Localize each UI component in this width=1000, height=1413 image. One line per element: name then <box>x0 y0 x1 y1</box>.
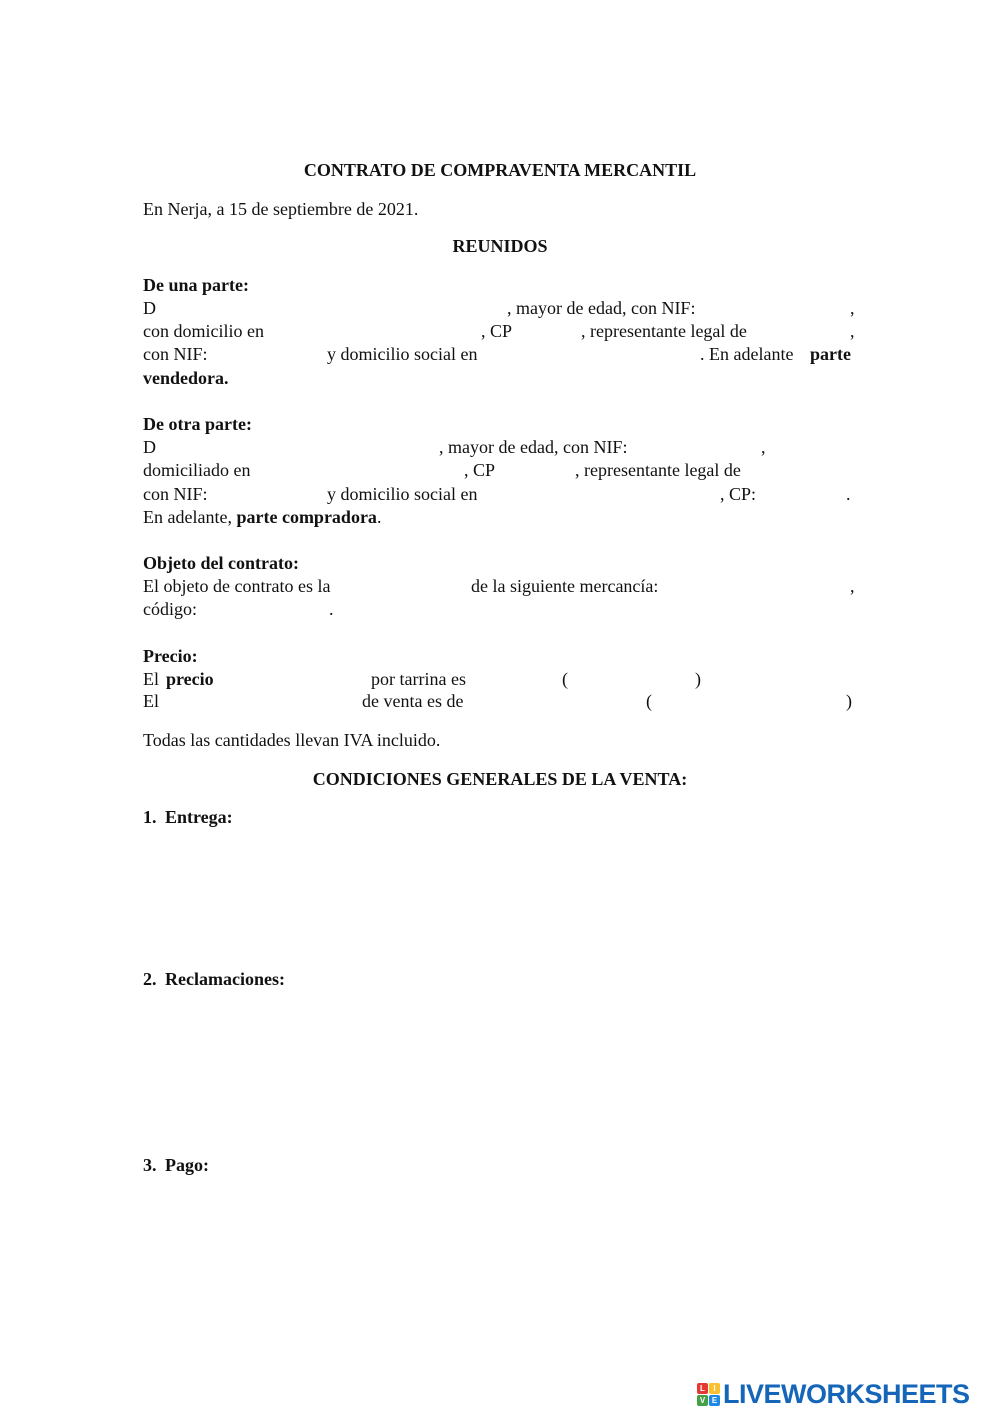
condition-number: 2. <box>143 969 157 989</box>
seller-text: con domicilio en <box>143 321 264 341</box>
object-text: de la siguiente mercancía: <box>471 576 659 596</box>
price-text: ) <box>695 669 701 689</box>
object-text: . <box>329 599 334 619</box>
object-text: código: <box>143 599 197 619</box>
conditions-heading: CONDICIONES GENERALES DE LA VENTA: <box>312 769 688 789</box>
condition-label: Reclamaciones: <box>165 969 285 989</box>
seller-text: con NIF: <box>143 344 208 364</box>
price-text: ( <box>562 669 568 689</box>
buyer-role: parte compradora <box>236 507 377 527</box>
seller-text: , <box>850 321 855 341</box>
price-text: precio <box>166 669 214 689</box>
buyer-text: domiciliado en <box>143 460 251 480</box>
mark-letter: V <box>697 1395 708 1406</box>
price-text: de venta es de <box>362 691 464 711</box>
buyer-text: . <box>376 507 382 527</box>
seller-heading: De una parte: <box>143 275 249 295</box>
price-text: por tarrina es <box>371 669 466 689</box>
liveworksheets-mark-icon <box>697 1383 720 1406</box>
buyer-text <box>143 508 381 526</box>
object-text: El objeto de contrato es la <box>143 576 331 596</box>
buyer-text: , CP <box>464 460 496 480</box>
mark-letter: E <box>709 1395 720 1406</box>
buyer-text: , mayor de edad, con NIF: <box>439 437 628 457</box>
price-text: ) <box>846 691 852 711</box>
seller-text: D <box>143 298 156 318</box>
place-date: En Nerja, a 15 de septiembre de 2021. <box>143 199 419 219</box>
mark-letter: I <box>709 1383 720 1394</box>
price-text: ( <box>646 691 652 711</box>
buyer-text: con NIF: <box>143 484 208 504</box>
price-note: Todas las cantidades llevan IVA incluido. <box>143 730 441 750</box>
buyer-text: y domicilio social en <box>327 484 478 504</box>
mark-letter: L <box>697 1383 708 1394</box>
buyer-heading: De otra parte: <box>143 414 252 434</box>
object-text: , <box>850 576 855 596</box>
condition-label: Entrega: <box>165 807 233 827</box>
seller-text: y domicilio social en <box>327 344 478 364</box>
brand-text: LIVEWORKSHEETS <box>723 1378 970 1409</box>
seller-text: , <box>850 298 855 318</box>
reunidos-heading: REUNIDOS <box>452 236 548 256</box>
buyer-text: D <box>143 437 156 457</box>
price-text: El <box>143 691 159 711</box>
condition-item <box>143 970 285 988</box>
seller-text: . En adelante <box>700 344 794 364</box>
seller-text: , CP <box>481 321 513 341</box>
buyer-text: , representante legal de <box>575 460 741 480</box>
condition-number: 1. <box>143 807 157 827</box>
condition-item <box>143 808 233 826</box>
condition-item <box>143 1156 209 1174</box>
price-heading: Precio: <box>143 646 198 666</box>
buyer-text: , CP: <box>720 484 757 504</box>
buyer-text: En adelante, <box>143 507 232 527</box>
seller-text: , mayor de edad, con NIF: <box>507 298 696 318</box>
condition-label: Pago: <box>165 1155 209 1175</box>
condition-number: 3. <box>143 1155 157 1175</box>
liveworksheets-logo <box>697 1378 970 1410</box>
seller-text: vendedora. <box>143 368 229 388</box>
buyer-text: . <box>846 484 851 504</box>
buyer-text: , <box>761 437 766 457</box>
document-title: CONTRATO DE COMPRAVENTA MERCANTIL <box>303 160 697 180</box>
seller-text: , representante legal de <box>581 321 747 341</box>
price-text: El <box>143 669 159 689</box>
object-heading: Objeto del contrato: <box>143 553 299 573</box>
seller-text: parte <box>810 344 851 364</box>
